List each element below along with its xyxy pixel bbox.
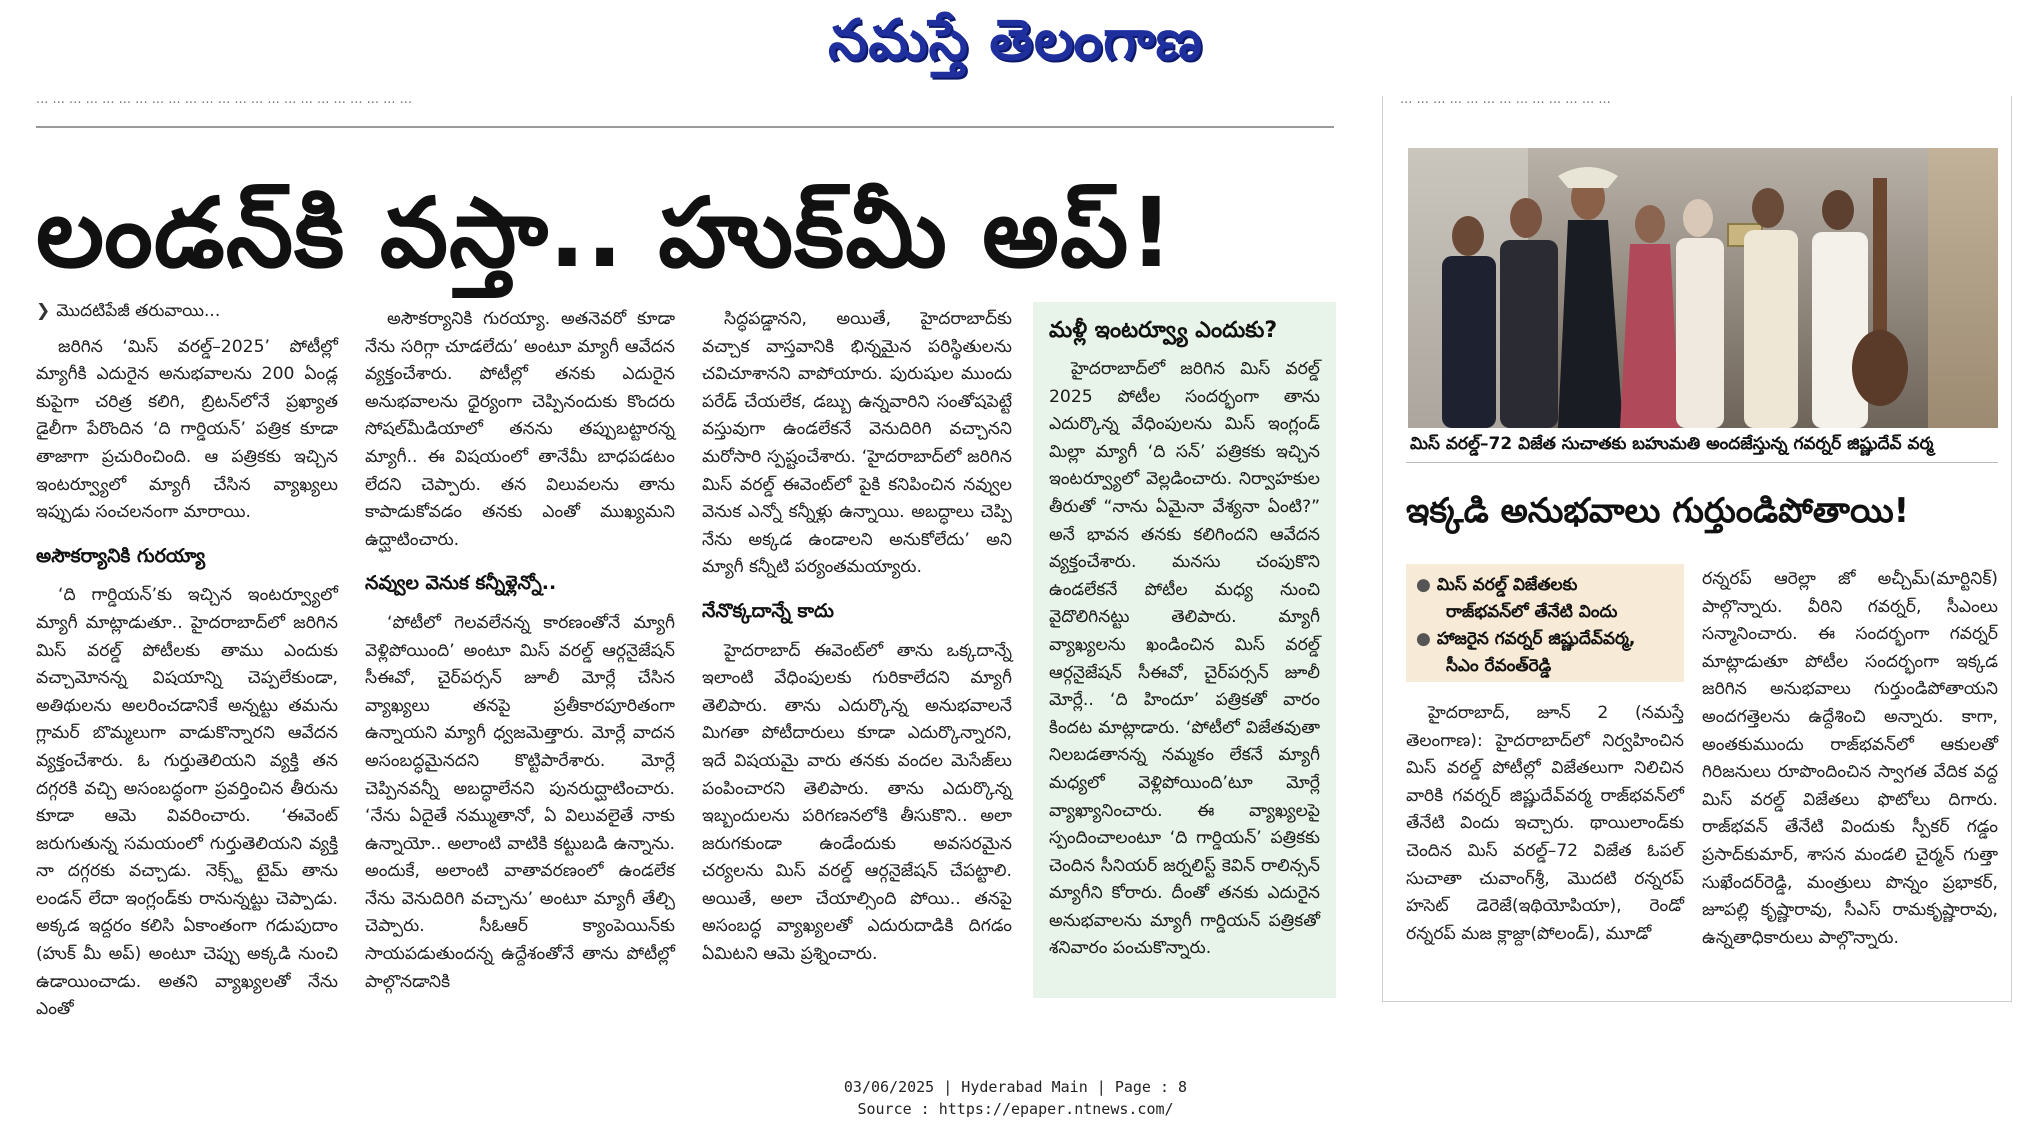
paragraph: జరిగిన ‘మిస్ వరల్డ్–2025’ పోటీల్లో మ్యాగీకి ఎదురైన అనుభవాలను 200 ఏండ్ల కుపైగా చరిత్ర కలిగి, బ్రిటన్‌లోనే ప్రఖ్యాత డైలీగా పేరొందిన ‘ది గార్డియన్’ పత్రిక కూడా తాజాగా ప్రచురించింది. ఆ పత్రికకు ఇచ్చిన ఇంటర్వ్యూలో మ్యాగీ చేసిన వ్యాఖ్యలు ఇప్పుడు సంచలనంగా మారాయి. (36, 336, 338, 523)
sidebar-title: మళ్లీ ఇంటర్వ్యూ ఎందుకు? (1049, 318, 1278, 343)
article-column-2 (365, 306, 675, 996)
paragraph: రన్నరప్ ఆరెల్లా జో అచ్చీమ్(మార్టినిక్) పాల్గొన్నారు. వీరిని గవర్నర్, సీఎంలు సన్మానించారు. ఈ సందర్భంగా గవర్నర్ మాట్లాడుతూ పోటీల సందర్భంగా ఇక్కడ జరిగిన అనుభవాలు గుర్తుండిపోతాయని అందగత్తెలను ఉద్దేశించి అన్నారు. కాగా, అంతకుముందు రాజ్‌భవన్‌లో ఆకులతో గిరిజనులు రూపొందించిన స్వాగత వేదిక వద్ద మిస్ వరల్డ్ విజేతలు ఫొటోలు దిగారు. రాజ్‌భవన్ తేనేటి విందుకు స్పీకర్ గడ్డం ప్రసాద్‌కుమార్, శాసన మండలి చైర్మన్ గుత్తా సుఖేందర్‌రెడ్డి, మంత్రులు పొన్నం ప్రభాకర్, జూపల్లి కృష్ణారావు, సీఎస్ రామకృష్ణారావు, ఉన్నతాధికారులు పాల్గొన్నారు. (1702, 569, 1998, 948)
divider-bottom-right (1382, 1001, 2012, 1002)
masthead-logo: నమస్తే తెలంగాణ (828, 8, 1203, 73)
highlight-item: ● మిస్ వరల్డ్ విజేతలకు (1416, 575, 1578, 595)
bullet-icon: ● (1416, 575, 1431, 595)
news-photo (1408, 148, 1998, 428)
paragraph: హైదరాబాద్, జూన్ 2 (నమస్తే తెలంగాణ): హైదరాబాద్‌లో నిర్వహించిన మిస్ వరల్డ్ పోటీల్లో విజేతలుగా నిలిచిన వారికి గవర్నర్ జిష్ణుదేవ్‌వర్మ రాజ్‌భవన్‌లో తేనేటి విందు ఇచ్చారు. థాయిలాండ్‌కు చెందిన మిస్ వరల్డ్–72 విజేత ఓపల్ సుచాతా చువాంగ్‌శ్రీ, మొదటి రన్నరప్ హసెట్ డెరెజే(ఇథియోపియా), రెండో రన్నరప్ మజ క్లాజ్దా(పోలండ్), మూడో (1406, 703, 1684, 944)
photo-caption: మిస్ వరల్డ్–72 విజేత సుచాతకు బహుమతి అందజేస్తున్న గవర్నర్ జిష్ణుదేవ్ వర్మ (1410, 434, 1934, 454)
paragraph: ‘పోటీలో గెలవలేనన్న కారణంతోనే మ్యాగీ వెళ్లిపోయింది’ అంటూ మిస్ వరల్డ్ ఆర్గనైజేషన్ సీఈవో, చైర్‌పర్సన్ జూలీ మోర్లే చేసిన వ్యాఖ్యలు తనపై ప్రతీకారపూరితంగా ఉన్నాయని మ్యాగీ ధ్వజమెత్తారు. మోర్లే వాదన అసంబద్ధమైనదని కొట్టిపారేశారు. మోర్లే చెప్పినవన్నీ అబద్ధాలేనని పునరుద్ఘాటించారు. ‘నేను ఏదైతే నమ్ముతానో, ఏ విలువలైతే నాకు ఉన్నాయో.. అలాంటి వాటికి కట్టుబడి ఉన్నాను. అందుకే, అలాంటి వాతావరణంలో ఉండలేక నేను వెనుదిరిగి వచ్చాను’ అంటూ మ్యాగీ తేల్చి చెప్పారు. సీఓఆర్ క్యాంపెయిన్‌కు సాయపడుతుందన్న ఉద్దేశంతోనే తాను పోటీల్లో పాల్గొనడానికి (365, 612, 675, 992)
subheading: నేనొక్కదాన్నే కాదు (702, 599, 834, 622)
photo-illustration (1408, 148, 1998, 428)
article-column-3 (702, 306, 1012, 969)
divider-vertical-right (2011, 96, 2012, 1002)
sidebar-body: హైదరాబాద్‌లో జరిగిన మిస్ వరల్డ్ 2025 పోటీల సందర్భంగా తాను ఎదుర్కొన్న వేధింపులను మిస్ ఇంగ్లండ్ మిల్లా మ్యాగీ ‘ది సన్’ పత్రికకు ఇచ్చిన ఇంటర్వ్యూలో వెల్లడించారు. నిర్వాహకుల తీరుతో “నాను ఏమైనా వేశ్యనా ఏంటి?” అనే భావన తనకు కలిగిందని ఆవేదన వ్యక్తంచేశారు. మనసు చంపుకొని ఉండలేకనే పోటీల మధ్య నుంచి వైదొలిగినట్టు తెలిపారు. మ్యాగీ వ్యాఖ్యలను ఖండించిన మిస్ వరల్డ్ ఆర్గనైజేషన్ సీఈవో, చైర్‌పర్సన్ జూలీ మోర్లే.. ‘ది హిందూ’ పత్రికతో వారం కిందట మాట్లాడారు. ‘పోటీలో విజేతవుతా నిలబడతానన్న నమ్మకం లేకనే మ్యాగీ మధ్యలో వెళ్లిపోయింది’టూ మోర్లే వ్యాఖ్యానించారు. ఈ వ్యాఖ్యలపై స్పందించాలంటూ ‘ది గార్డియన్’ పత్రికకు చెందిన సీనియర్ జర్నలిస్ట్ కెవిన్ రాలిన్సన్ మ్యాగీని కోరారు. దీంతో తనకు ఎదురైన అనుభవాలను మ్యాగీ గార్డియన్ పత్రికతో శనివారం పంచుకొన్నారు. (1049, 359, 1320, 959)
divider-top-left (36, 126, 1334, 128)
continued-text: మొదటిపేజీ తరువాయి... (56, 301, 221, 321)
paragraph: సిద్ధపడ్డానని, అయితే, హైదరాబాద్‌కు వచ్చాక వాస్తవానికి భిన్నమైన పరిస్థితులను చవిచూశానని వాపోయారు. పురుషుల ముందు పరేడ్ చేయలేక, డబ్బు ఉన్నవారిని సంతోషపెట్టే వస్తువుగా ఉండలేకనే వెనుదిరిగి వచ్చానని మరోసారి స్పష్టంచేశారు. ‘హైదరాబాద్‌లో జరిగిన మిస్ వరల్డ్ ఈవెంట్‌లో పైకి కనిపించిన నవ్వుల వెనుక ఎన్నో కన్నీళ్లు ఉన్నాయి. అబద్ధాలు చెప్పి నేను అక్కడ ఉండాలని అనుకోలేదు’ అని మ్యాగీ కన్నీటి పర్యంతమయ్యారు. (702, 309, 1012, 578)
highlights-box: ● మిస్ వరల్డ్ విజేతలకు రాజ్‌భవన్‌లో తేనేటి విందు ● హాజరైన గవర్నర్ జిష్ణుదేవ్‌వర్మ, సీఎం రేవంత్‌రెడ్డి (1406, 564, 1684, 682)
subheading: అసౌకర్యానికి గురయ్యా (36, 544, 206, 567)
masthead (0, 0, 2031, 86)
footer-source: Source : https://epaper.ntnews.com/ (857, 1100, 1174, 1118)
chevron-right-icon: ❯ (36, 301, 51, 321)
article-column-1 (36, 298, 338, 1024)
bullet-icon: ● (1416, 629, 1431, 649)
right-column-1 (1406, 700, 1684, 948)
divider-vertical (1382, 96, 1383, 1002)
top-strip-right: ... ... ... ... ... ... ... ... ... ... ... ... ... (1400, 92, 1611, 106)
subheading: నవ్వుల వెనుక కన్నీళ్లెన్నో.. (365, 572, 557, 595)
paragraph: ‘ది గార్డియన్’కు ఇచ్చిన ఇంటర్వ్యూలో మ్యాగీ మాట్లాడుతూ.. హైదరాబాద్‌లో జరిగిన మిస్ వరల్డ్ పోటీలకు తాము ఎందుకు వచ్చామోనన్న విషయాన్ని చెప్పలేకుండా, అతిథులను అలరించడానికే అన్నట్టు తమను గ్లామర్ బొమ్మలుగా వాడుకొన్నారని ఆవేదన వ్యక్తంచేశారు. ఓ గుర్తుతెలియని వ్యక్తి తన దగ్గరకి వచ్చి అసంబద్ధంగా ప్రవర్తించిన తీరును కూడా ఆమె వివరించారు. ‘ఈవెంట్ జరుగుతున్న సమయంలో గుర్తుతెలియని వ్యక్తి నా దగ్గరకు వచ్చాడు. నెక్స్ట్ టైమ్ తాను లండన్ లేదా ఇంగ్లండ్‌కు రానున్నట్టు చెప్పాడు. అక్కడ ఇద్దరం కలిసి ఏకాంతంగా గడుపుదాం (హుక్ మీ అప్) అంటూ చెప్పు అక్కడి నుంచి ఉడాయించాడు. అతని వ్యాఖ్యలతో నేను ఎంతో (36, 585, 338, 1020)
paragraph: హైదరాబాద్ ఈవెంట్‌లో తాను ఒక్కదాన్నే ఇలాంటి వేధింపులకు గురికాలేదని మ్యాగీ తెలిపారు. తాను ఎదుర్కొన్న అనుభవాలనే మిగతా పోటీదారులు కూడా ఎదుర్కొన్నారని, ఇదే విషయమై వారు తనకు వందల మెసేజ్‌లు పంపించారని తెలిపారు. తాను ఎదుర్కొన్న ఇబ్బందులను పరిగణనలోకి తీసుకొని.. అలా జరుగకుండా ఉండేందుకు అవసరమైన చర్యలను మిస్ వరల్డ్ ఆర్గనైజేషన్ చేపట్టాలి. అయితే, అలా చేయాల్సింది పోయి.. తనపై అసంబద్ధ వ్యాఖ్యలతో ఎదురుదాడికి దిగడం ఏమిటని ఆమె ప్రశ్నించారు. (702, 640, 1012, 965)
right-headline: ఇక్కడి అనుభవాలు గుర్తుండిపోతాయి! (1406, 491, 1910, 531)
top-strip-left: ... ... ... ... ... ... ... ... ... ... ... ... ... ... ... ... ... ... ... ... ... ... ... (36, 92, 413, 106)
sidebar-box (1033, 302, 1336, 998)
continued-marker (36, 298, 338, 326)
caption-divider (1406, 462, 1998, 463)
paragraph: అసౌకర్యానికి గురయ్యా. అతనెవరో కూడా నేను సరిగ్గా చూడలేదు’ అంటూ మ్యాగీ ఆవేదన వ్యక్తంచేశారు. పోటీల్లో తనకు ఎదురైన అనుభవాలను ధైర్యంగా చెప్పినందుకు కొందరు సోషల్‌మీడియాలో తనను తప్పుబట్టారన్న మ్యాగీ.. ఈ విషయంలో తానేమీ బాధపడటం లేదని చెప్పారు. తన విలువలను తాను కాపాడుకోవడం తనకు ఎంతో ముఖ్యమని ఉద్ఘాటించారు. (365, 309, 675, 550)
main-headline: లండన్‌కి వస్తా.. హుక్‌మీ అప్! (36, 177, 1175, 289)
right-column-2 (1702, 566, 1998, 952)
footer-date: 03/06/2025 | Hyderabad Main | Page : 8 (843, 1078, 1188, 1096)
highlight-item: ● హాజరైన గవర్నర్ జిష్ణుదేవ్‌వర్మ, (1416, 629, 1636, 649)
